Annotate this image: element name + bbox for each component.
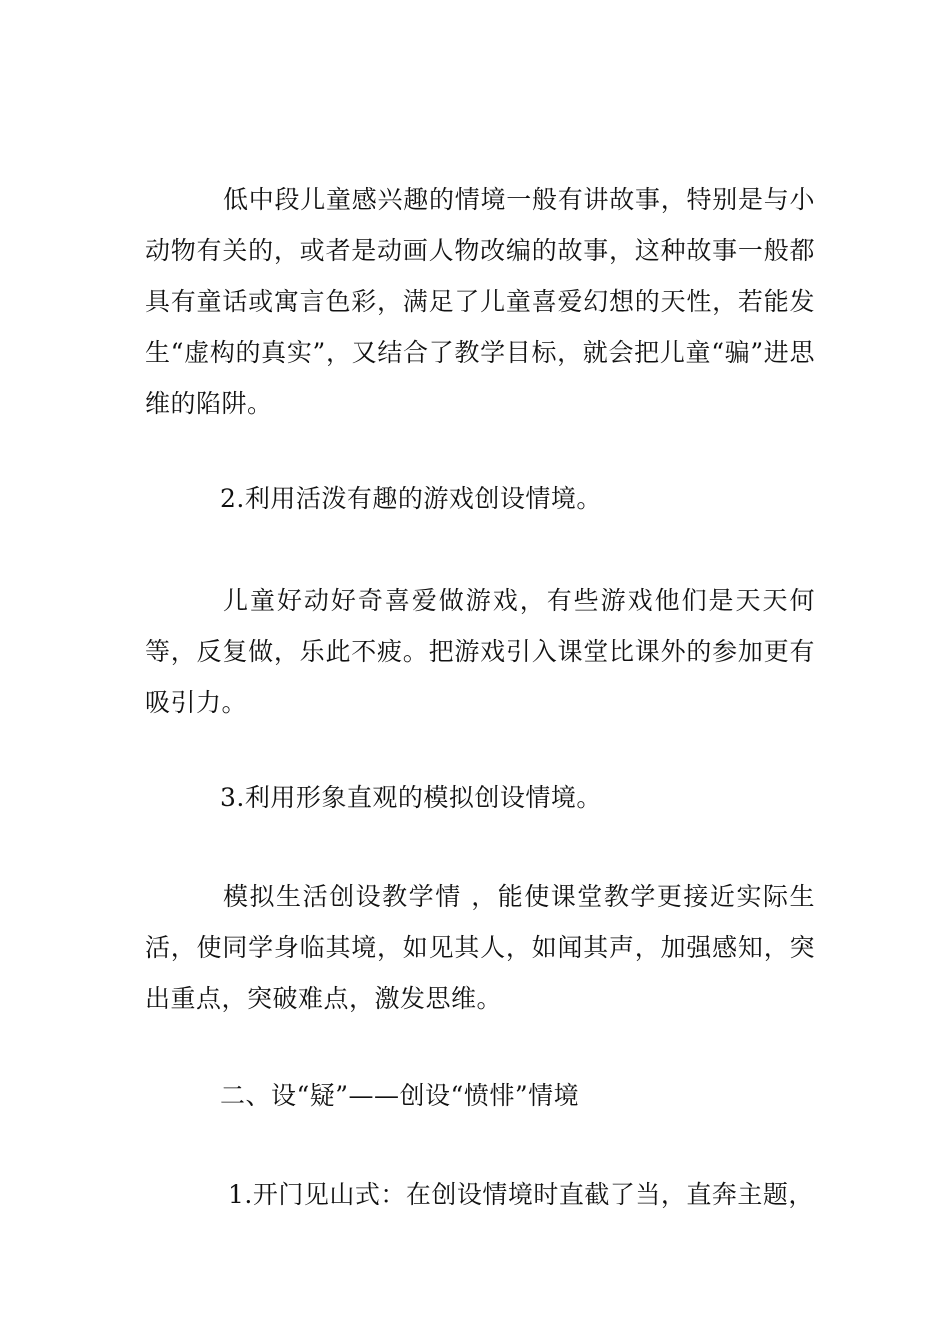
section-heading-2: 2.利用活泼有趣的游戏创设情境。 — [220, 484, 602, 513]
body-paragraph-3: 模拟生活创设教学情 ，能使课堂教学更接近实际生活，使同学身临其境，如见其人，如闻其声，加强感知，突出重点，突破难点，激发思维。 — [145, 882, 815, 1013]
subsection-heading-1: 1.开门见山式：在创设情境时直截了当，直奔主题， — [228, 1180, 814, 1209]
body-paragraph-1: 低中段儿童感兴趣的情境一般有讲故事，特别是与小动物有关的，或者是动画人物改编的故事，这种故事一般都具有童话或寓言色彩，满足了儿童喜爱幻想的天性，若能发生“虚构的真实”，又结合了教学目标，就会把儿童“骗”进思维的陷阱。 — [145, 185, 815, 418]
body-paragraph-2: 儿童好动好奇喜爱做游戏，有些游戏他们是天天何等，反复做，乐此不疲。把游戏引入课堂比课外的参加更有吸引力。 — [145, 586, 815, 717]
section-heading-3: 3.利用形象直观的模拟创设情境。 — [220, 783, 602, 812]
chapter-heading-2: 二、设“疑”——创设“愤悱”情境 — [220, 1081, 580, 1110]
